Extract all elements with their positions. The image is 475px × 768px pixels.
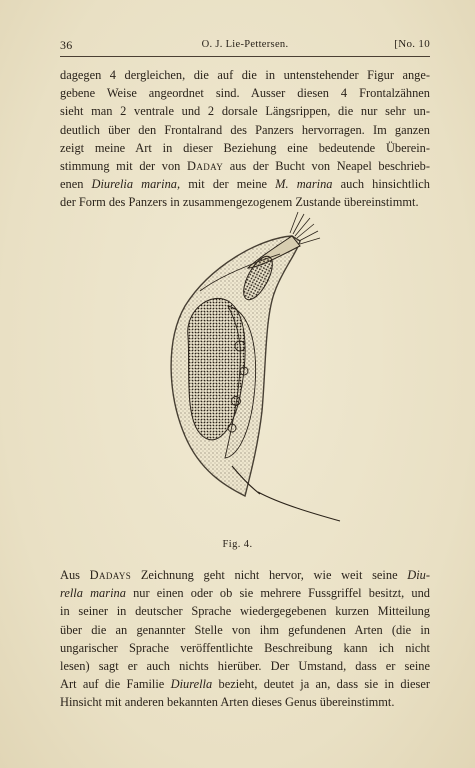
series-number: [No. 10	[394, 38, 430, 50]
author-name-dadays: Dadays	[89, 568, 132, 582]
running-header-author: O. J. Lie-Pettersen.	[201, 39, 289, 50]
text-line: sieht man 2 ventrale und 2 dorsale Längsrippen, die nur sehr un-	[60, 104, 430, 119]
text-line: stimmung mit der von Daday aus der Bucht von Neapel beschrieb-	[60, 158, 430, 173]
genus-name: Diurella	[170, 677, 213, 692]
text-line: in seiner in deutscher Sprache wiedergegebenen kurzen Mitteilung	[60, 604, 430, 619]
text-line: gebene Weise angeordnet sind. Ausser diesen 4 Frontalzähnen	[60, 86, 430, 101]
text-line: ungarischer Sprache veröffentlichte Beschreibung kann ich nicht	[60, 640, 430, 655]
text-line: der Form des Panzers in zusammengezogenem Zustande übereinstimmt.	[60, 195, 419, 210]
rotifer-illustration	[140, 196, 350, 536]
species-name: Diu-	[407, 568, 430, 582]
species-name: M. marina	[275, 177, 333, 192]
species-name: Diurelia marina,	[91, 177, 181, 192]
toe	[258, 492, 340, 521]
running-header	[60, 38, 430, 54]
text-line: Art auf die Familie Diurella bezieht, deutet ja an, dass sie in dieser	[60, 677, 430, 692]
species-name: rella marina	[60, 586, 126, 601]
paragraph-1	[60, 66, 430, 212]
text-line: enen Diurelia marina, mit der meine M. marina auch hinsichtlich	[60, 177, 430, 192]
text-line: zeigt meine Art in dieser Beziehung eine bedeutende Überein-	[60, 140, 430, 155]
text-line: deutlich über den Frontalrand des Panzers hervorragen. Im ganzen	[60, 122, 430, 137]
figure-caption: Fig. 4.	[222, 539, 253, 550]
paragraph-2	[60, 566, 430, 712]
page-number: 36	[60, 38, 73, 52]
header-rule	[60, 56, 430, 57]
text-line: rella marina nur einen oder ob sie mehrere Fussgriffel besitzt, und	[60, 586, 430, 601]
text-line: dagegen 4 dergleichen, die auf die in untenstehender Figur ange-	[60, 68, 430, 82]
author-name-daday: Daday	[186, 158, 224, 173]
text-line: Aus Dadays Zeichnung geht nicht hervor, wie weit seine Diu-	[60, 568, 430, 582]
text-line: lesen) sagt er auch nichts hierüber. Der Umstand, dass er seine	[60, 658, 430, 673]
text-line: über die an genannter Stelle von ihm gefundenen Arten (die in	[60, 622, 430, 637]
text-line: Hinsicht mit anderen bekannten Arten dieses Genus übereinstimmt.	[60, 695, 395, 710]
